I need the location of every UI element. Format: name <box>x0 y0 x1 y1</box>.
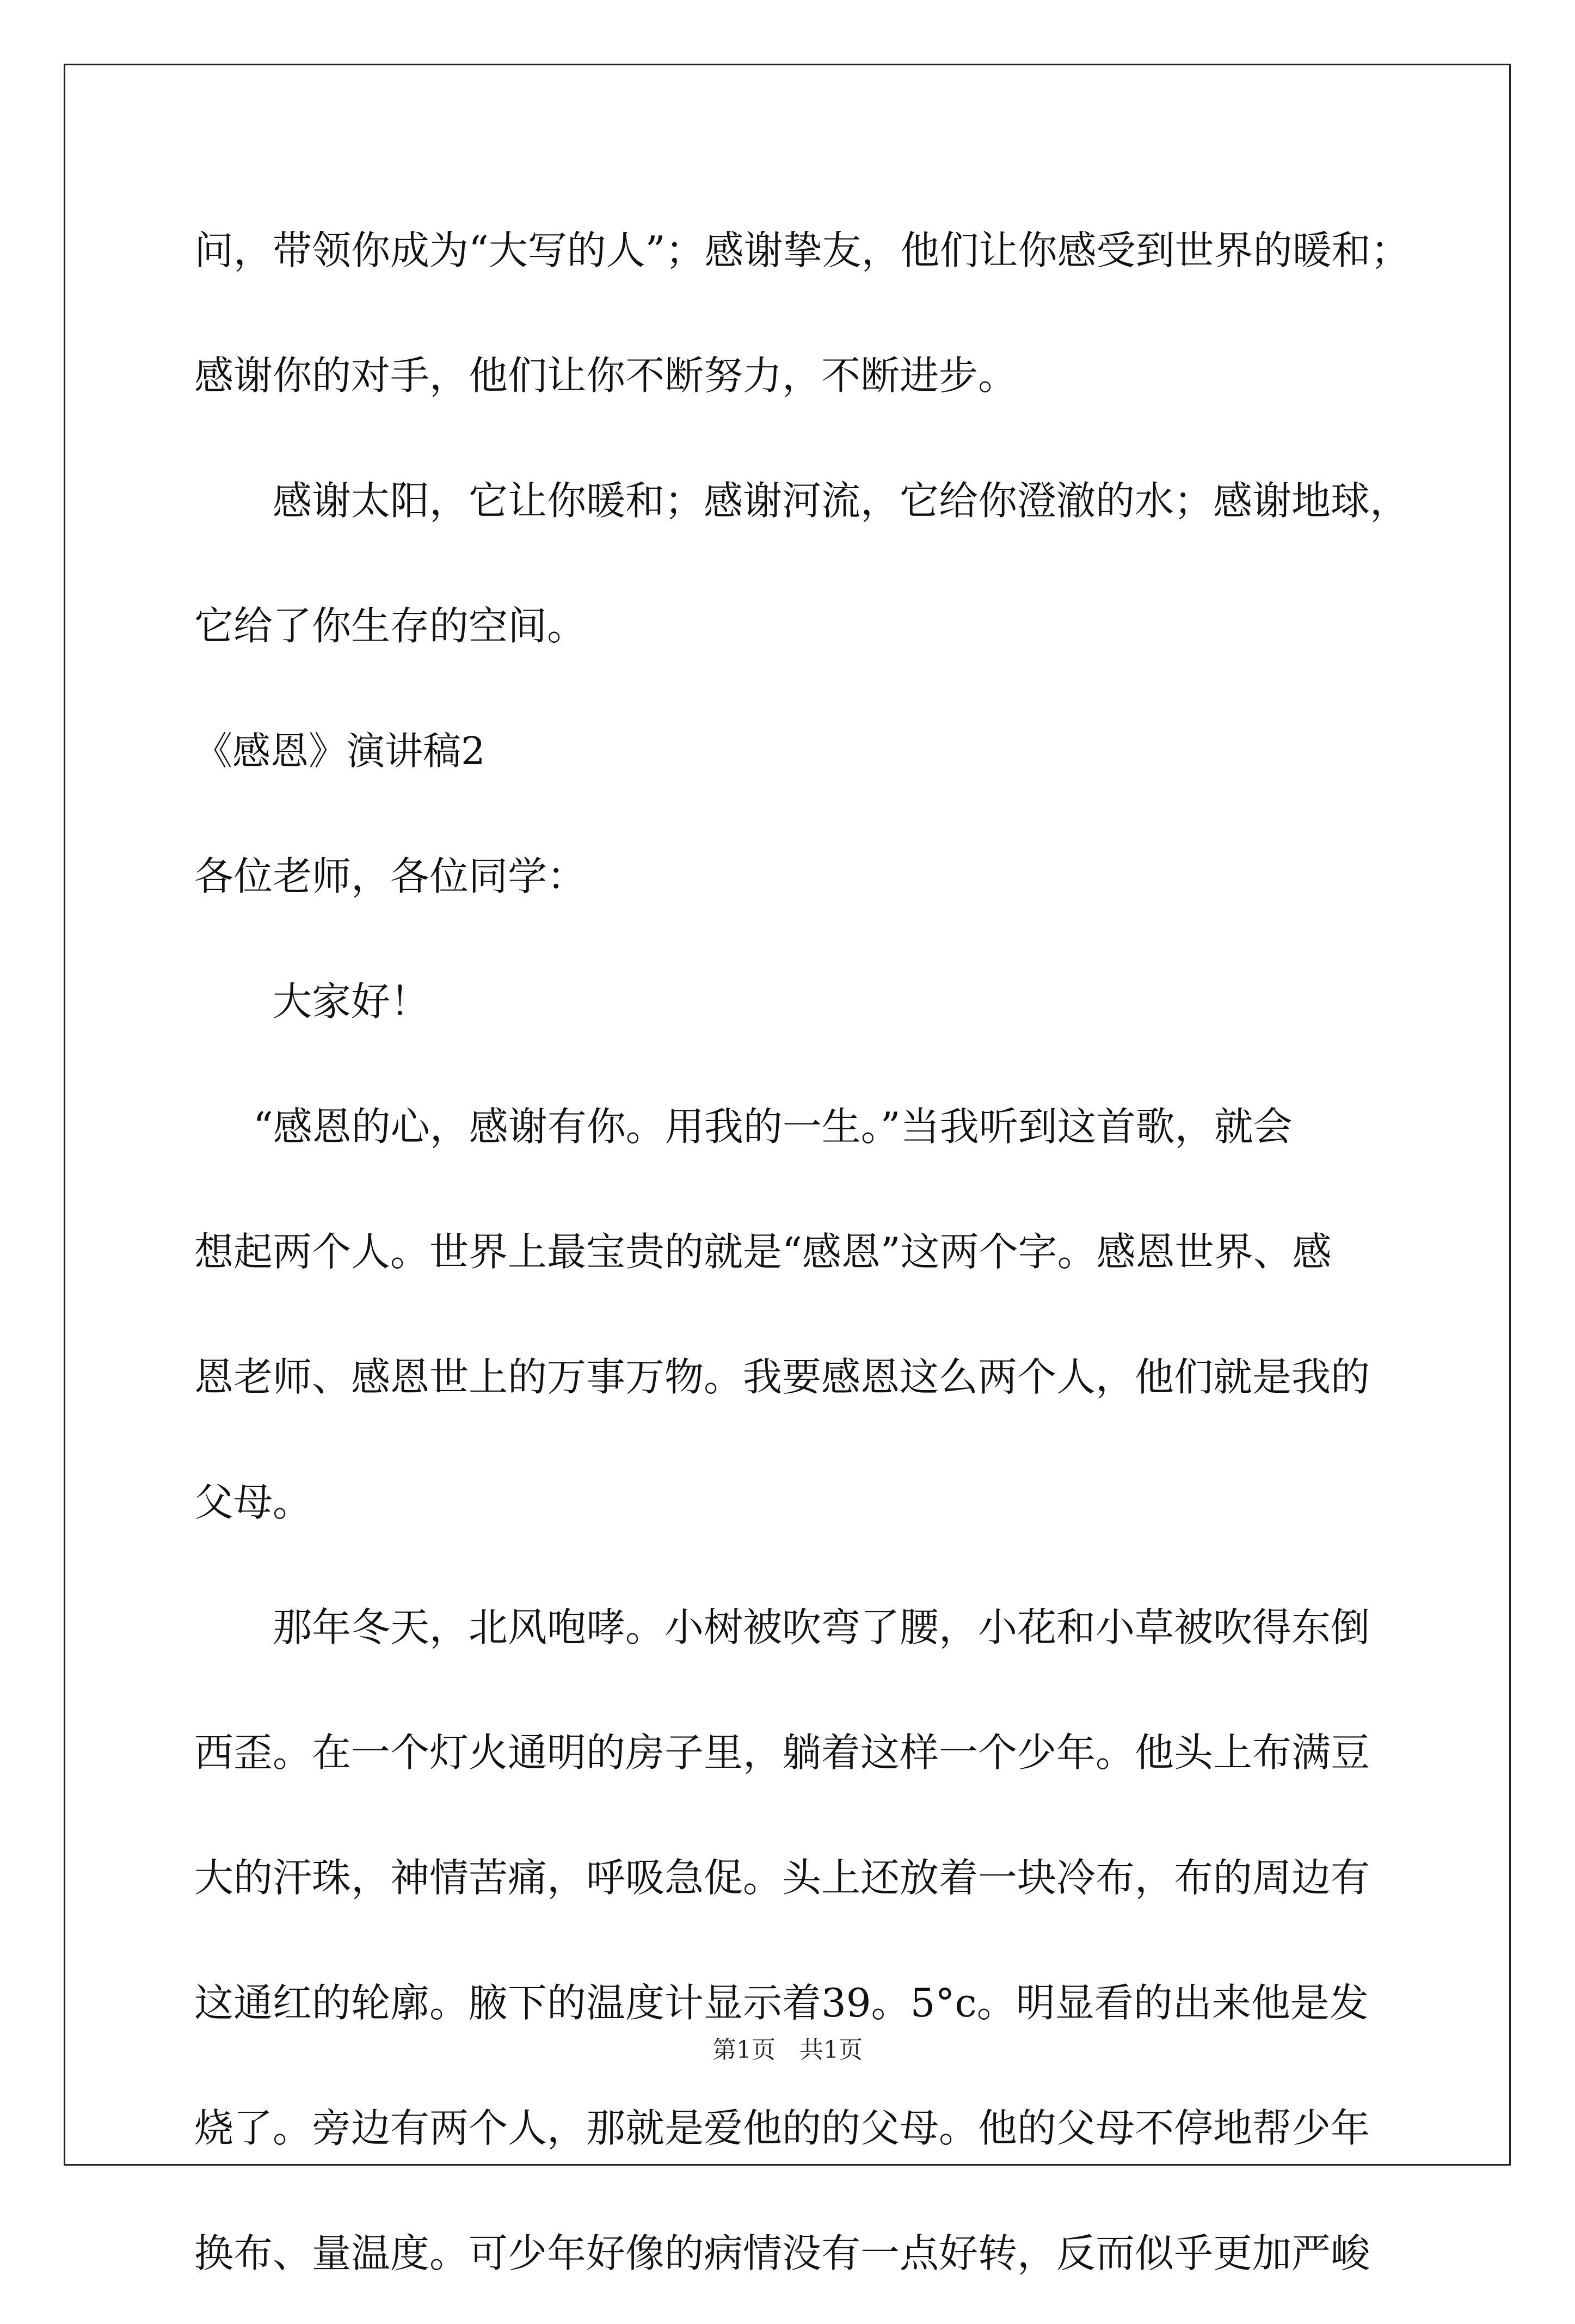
paragraph-line: 感谢你的对手，他们让你不断努力，不断进步。 <box>194 353 1018 398</box>
paragraph-line: 它给了你生存的空间。 <box>194 603 587 649</box>
paragraph-line: 烧了。旁边有两个人，那就是爱他的的父母。他的父母不停地帮少年 <box>194 2105 1370 2151</box>
paragraph-line: 那年冬天，北风咆哮。小树被吹弯了腰，小花和小草被吹得东倒 <box>273 1604 1370 1650</box>
document-body <box>194 196 1410 2324</box>
paragraph-line: 这通红的轮廓。腋下的温度计显示着39。5°c。明显看的出来他是发 <box>194 1980 1369 2026</box>
section-title: 《感恩》演讲稿2 <box>194 729 485 773</box>
paragraph-line: 父母。 <box>194 1479 312 1525</box>
paragraph-line: 换布、量温度。可少年好像的病情没有一点好转，反而似乎更加严峻 <box>194 2230 1370 2276</box>
paragraph-line: 恩老师、感恩世上的万事万物。我要感恩这么两个人，他们就是我的 <box>194 1354 1370 1400</box>
page-number-footer: 第1页 共1页 <box>712 2036 863 2064</box>
salutation: 各位老师，各位同学： <box>194 853 587 899</box>
greeting: 大家好！ <box>273 979 430 1024</box>
paragraph-line: 西歪。在一个灯火通明的房子里，躺着这样一个少年。他头上布满豆 <box>194 1730 1370 1775</box>
paragraph-line: 感谢太阳，它让你暖和；感谢河流，它给你澄澈的水；感谢地球， <box>273 478 1410 524</box>
paragraph-line: 问，带领你成为“大写的人”；感谢挚友，他们让你感受到世界的暖和； <box>194 228 1410 273</box>
paragraph-line: “感恩的心，感谢有你。用我的一生。”当我听到这首歌，就会 <box>253 1104 1293 1149</box>
paragraph-line: 大的汗珠，神情苦痛，呼吸急促。头上还放着一块冷布，布的周边有 <box>194 1855 1370 1901</box>
paragraph-line: 想起两个人。世界上最宝贵的就是“感恩”这两个字。感恩世界、感 <box>194 1229 1332 1275</box>
